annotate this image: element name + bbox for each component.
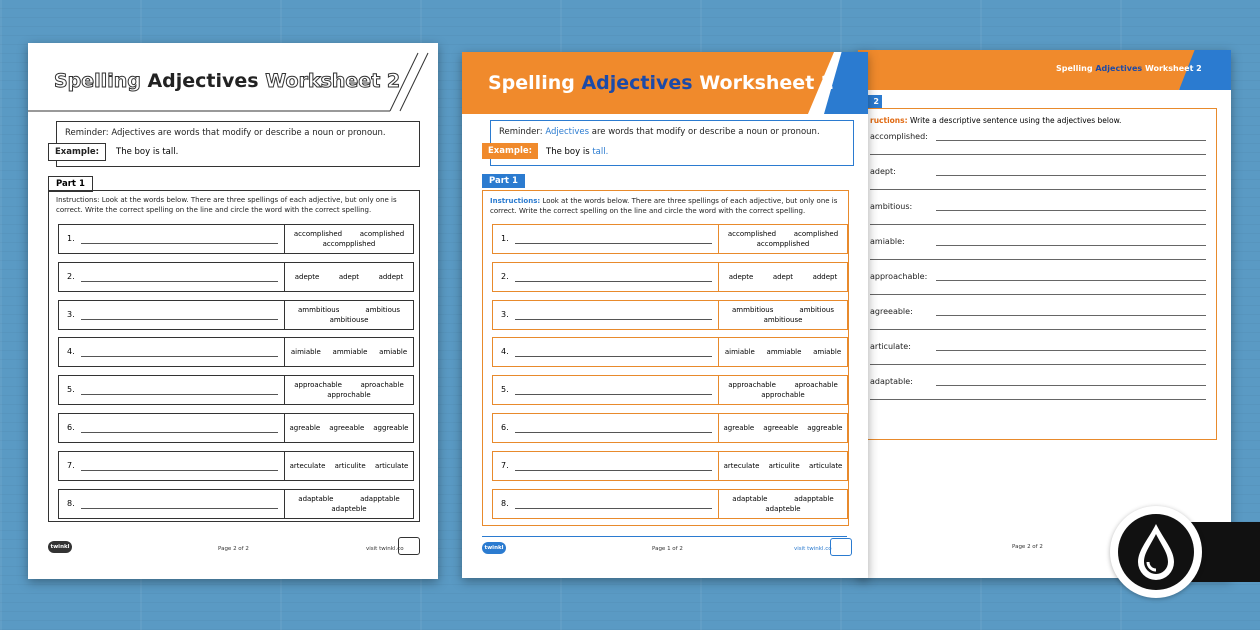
spelling-option[interactable]: adapptable bbox=[360, 494, 400, 503]
row-number: 4. bbox=[67, 347, 75, 357]
worksheet-page-bw bbox=[28, 43, 438, 579]
sentence-line[interactable] bbox=[936, 245, 1206, 246]
answer-line[interactable] bbox=[515, 281, 712, 282]
instructions bbox=[870, 116, 1121, 125]
spelling-option[interactable]: adaptable bbox=[298, 494, 334, 503]
row-number: 5. bbox=[67, 385, 75, 395]
answer-row bbox=[58, 489, 414, 519]
part-label: Part 1 bbox=[482, 174, 525, 188]
spelling-option[interactable]: ambitiouse bbox=[329, 315, 369, 324]
answer-line[interactable] bbox=[81, 243, 278, 244]
instructions: Instructions: Look at the words below. There are three spellings of each adjective, but only one is correct. Write the correct spelling on the line and circle the word with the correct spelling. bbox=[56, 196, 397, 214]
answer-row bbox=[58, 300, 414, 330]
spelling-option[interactable]: accomplished bbox=[293, 230, 343, 238]
answer-row bbox=[58, 337, 414, 367]
spelling-option[interactable]: accompplished bbox=[756, 240, 810, 248]
adjective-label: articulate: bbox=[870, 342, 911, 351]
sentence-line[interactable] bbox=[870, 189, 1206, 190]
row-number: 7. bbox=[67, 460, 75, 470]
spelling-options bbox=[284, 338, 413, 366]
spelling-option[interactable]: arteculate bbox=[723, 461, 760, 470]
row-number: 6. bbox=[67, 423, 75, 432]
title-word-adjectives: Adjectives bbox=[147, 70, 259, 92]
spelling-options bbox=[284, 263, 413, 291]
spelling-option[interactable]: ammbitious bbox=[298, 305, 340, 314]
part-label: Part 1 bbox=[48, 176, 93, 192]
spelling-option[interactable]: acomplished bbox=[793, 230, 839, 238]
sentence-line[interactable] bbox=[936, 315, 1206, 316]
instructions-text: Look at the words below. There are three spellings of each adjective, but only one is correct. Write the correct spelling on the line and circle the word with the correct spelling. bbox=[490, 197, 838, 215]
spelling-options bbox=[718, 338, 847, 366]
spelling-option[interactable]: addept bbox=[812, 272, 838, 281]
sentence-line[interactable] bbox=[936, 175, 1206, 176]
instructions-text: Write a descriptive sentence using the adjectives below. bbox=[910, 116, 1122, 125]
page-number: Page 2 of 2 bbox=[218, 546, 249, 552]
spelling-option[interactable]: accomplished bbox=[727, 230, 777, 238]
example-label: Example: bbox=[48, 143, 106, 161]
answer-row bbox=[492, 451, 848, 481]
adjective-label: approachable: bbox=[870, 272, 928, 281]
answer-row bbox=[492, 375, 848, 405]
spelling-option[interactable]: articulate bbox=[374, 461, 409, 470]
sentence-line[interactable] bbox=[870, 259, 1206, 260]
reminder-box bbox=[490, 120, 854, 166]
spelling-option[interactable]: aproachable bbox=[360, 381, 404, 390]
spelling-option[interactable]: adapptable bbox=[794, 494, 834, 503]
row-number: 6. bbox=[501, 423, 509, 432]
spelling-option[interactable]: ambitious bbox=[365, 305, 400, 314]
ink-drop-icon bbox=[1128, 520, 1184, 584]
answer-line[interactable] bbox=[81, 319, 278, 320]
spelling-option[interactable]: aggreable bbox=[373, 424, 409, 432]
spelling-option[interactable]: ammbitious bbox=[732, 305, 774, 314]
spelling-option[interactable]: adepte bbox=[728, 272, 754, 281]
spelling-option[interactable]: arteculate bbox=[289, 461, 326, 470]
sentence-line[interactable] bbox=[870, 224, 1206, 225]
spelling-option[interactable]: aggreable bbox=[807, 424, 843, 432]
spelling-option[interactable]: articulate bbox=[808, 461, 843, 470]
instructions-label: ructions: bbox=[870, 116, 908, 125]
adjective-label: amiable: bbox=[870, 237, 905, 246]
spelling-options bbox=[718, 414, 847, 442]
spelling-options bbox=[284, 452, 413, 480]
answer-row bbox=[58, 413, 414, 443]
spelling-option[interactable]: ambitious bbox=[799, 305, 834, 314]
spelling-option[interactable]: ambitiouse bbox=[763, 315, 803, 324]
spelling-option[interactable]: adaptable bbox=[732, 494, 768, 503]
reminder-rest: are words that modify or describe a noun or pronoun. bbox=[591, 127, 820, 137]
answer-line[interactable] bbox=[81, 470, 278, 471]
reminder-text bbox=[499, 127, 820, 137]
page-title bbox=[1056, 64, 1202, 73]
spelling-option[interactable]: approachable bbox=[728, 381, 776, 390]
row-number: 5. bbox=[501, 385, 509, 395]
sentence-line[interactable] bbox=[936, 140, 1206, 141]
row-number: 2. bbox=[67, 271, 75, 281]
footer-divider bbox=[482, 536, 847, 537]
answer-line[interactable] bbox=[515, 394, 712, 395]
answer-line[interactable] bbox=[515, 508, 712, 509]
spelling-options bbox=[718, 376, 847, 404]
row-number: 3. bbox=[501, 309, 509, 319]
title-word-worksheet: Worksheet 2 bbox=[699, 72, 835, 94]
spelling-options bbox=[718, 490, 847, 518]
spelling-options bbox=[284, 376, 413, 404]
answer-line[interactable] bbox=[81, 356, 278, 357]
sentence-line[interactable] bbox=[870, 364, 1206, 365]
adjective-label: adaptable: bbox=[870, 377, 913, 386]
answer-row bbox=[492, 413, 848, 443]
answer-line[interactable] bbox=[81, 508, 278, 509]
spelling-option[interactable]: adept bbox=[338, 272, 360, 281]
answer-line[interactable] bbox=[515, 243, 712, 244]
answer-row bbox=[492, 300, 848, 330]
title-word-adjectives: Adjectives bbox=[1095, 64, 1143, 73]
spelling-options bbox=[284, 225, 413, 253]
adjective-label: adept: bbox=[870, 167, 896, 176]
worksheet-page-1 bbox=[462, 52, 868, 578]
row-number: 7. bbox=[501, 460, 509, 470]
site-link[interactable]: visit twinkl.co bbox=[794, 546, 832, 552]
title-word-worksheet: Worksheet 2 bbox=[265, 70, 401, 92]
spelling-options bbox=[718, 225, 847, 253]
spelling-options bbox=[284, 301, 413, 329]
reminder-box bbox=[56, 121, 420, 167]
spelling-option[interactable]: approchable bbox=[761, 391, 805, 400]
site-link[interactable]: visit twinkl.co bbox=[366, 546, 404, 552]
title-word-adjectives: Adjectives bbox=[581, 72, 693, 94]
answer-row bbox=[492, 337, 848, 367]
spelling-option[interactable]: articulite bbox=[768, 461, 800, 470]
answer-row bbox=[58, 262, 414, 292]
page-title bbox=[54, 70, 400, 92]
answer-line[interactable] bbox=[81, 432, 278, 433]
example-text bbox=[546, 147, 608, 157]
row-number: 8. bbox=[501, 498, 509, 508]
spelling-options bbox=[284, 490, 413, 518]
sentence-line[interactable] bbox=[936, 210, 1206, 211]
sentence-line[interactable] bbox=[870, 294, 1206, 295]
row-number: 2. bbox=[501, 271, 509, 281]
adjective-label: ambitious: bbox=[870, 202, 913, 211]
page-number: Page 2 of 2 bbox=[1012, 544, 1043, 550]
spelling-option[interactable]: approachable bbox=[294, 381, 342, 390]
spelling-option[interactable]: agreable bbox=[723, 424, 755, 432]
adjective-label: agreeable: bbox=[870, 307, 913, 316]
answer-row bbox=[58, 375, 414, 405]
answer-row bbox=[492, 224, 848, 254]
spelling-option[interactable]: adapteble bbox=[765, 504, 801, 513]
spelling-option[interactable]: approchable bbox=[327, 391, 371, 400]
answer-row bbox=[58, 224, 414, 254]
answer-row bbox=[58, 451, 414, 481]
spelling-option[interactable]: articulite bbox=[334, 461, 366, 470]
page-number: Page 1 of 2 bbox=[652, 546, 683, 552]
row-number: 1. bbox=[501, 234, 509, 243]
spelling-options bbox=[718, 263, 847, 291]
title-word-spelling: Spelling bbox=[488, 72, 575, 94]
answer-line[interactable] bbox=[81, 281, 278, 282]
title-word-spelling: Spelling bbox=[54, 70, 141, 92]
answer-line[interactable] bbox=[515, 432, 712, 433]
sentence-line[interactable] bbox=[870, 154, 1206, 155]
sentence-line[interactable] bbox=[936, 350, 1206, 351]
sentence-line[interactable] bbox=[936, 280, 1206, 281]
sentence-line[interactable] bbox=[870, 399, 1206, 400]
worksheet-page-2 bbox=[858, 50, 1231, 578]
row-number: 8. bbox=[67, 498, 75, 508]
answer-line[interactable] bbox=[81, 394, 278, 395]
title-word-worksheet: Worksheet 2 bbox=[1144, 64, 1202, 73]
spelling-option[interactable]: agreeable bbox=[329, 424, 365, 432]
spelling-options bbox=[718, 301, 847, 329]
spelling-option[interactable]: adepte bbox=[294, 272, 320, 281]
reminder-text: Reminder: Adjectives are words that modify or describe a noun or pronoun. bbox=[65, 128, 386, 138]
brand-badge-icon bbox=[830, 538, 852, 556]
example-keyword: tall. bbox=[592, 147, 609, 157]
spelling-option[interactable]: addept bbox=[378, 272, 404, 281]
sentence-line[interactable] bbox=[936, 385, 1206, 386]
row-number: 4. bbox=[501, 347, 509, 357]
spelling-option[interactable]: agreable bbox=[289, 424, 321, 432]
spelling-option[interactable]: ammiable bbox=[332, 348, 368, 357]
reminder-keyword: Adjectives bbox=[545, 127, 590, 137]
reminder-prefix: Reminder: bbox=[499, 127, 543, 137]
spelling-option[interactable]: ammiable bbox=[766, 348, 802, 357]
spelling-options bbox=[718, 452, 847, 480]
row-number: 3. bbox=[67, 309, 75, 319]
title-word-spelling: Spelling bbox=[1056, 64, 1093, 73]
spelling-option[interactable]: acomplished bbox=[359, 230, 405, 238]
spelling-option[interactable]: aimiable bbox=[724, 348, 755, 357]
page-title bbox=[488, 72, 834, 94]
example-text: The boy is tall. bbox=[116, 147, 179, 157]
twinkl-logo: twinkl bbox=[482, 542, 506, 554]
answer-row bbox=[492, 489, 848, 519]
answer-line[interactable] bbox=[515, 470, 712, 471]
row-number: 1. bbox=[67, 234, 75, 243]
spelling-option[interactable]: adapteble bbox=[331, 504, 367, 513]
spelling-option[interactable]: accompplished bbox=[322, 240, 376, 248]
spelling-option[interactable]: agreeable bbox=[763, 424, 799, 432]
brand-badge-icon bbox=[398, 537, 420, 555]
answer-line[interactable] bbox=[515, 356, 712, 357]
example-label: Example: bbox=[482, 143, 538, 159]
spelling-option[interactable]: amiable bbox=[813, 348, 842, 357]
example-prefix: The boy is bbox=[546, 147, 590, 157]
twinkl-logo: twinkl bbox=[48, 541, 72, 553]
answer-line[interactable] bbox=[515, 319, 712, 320]
adjective-label: accomplished: bbox=[870, 132, 928, 141]
sentence-line[interactable] bbox=[870, 329, 1206, 330]
spelling-options bbox=[284, 414, 413, 442]
part-label: 2 bbox=[858, 95, 882, 108]
spelling-option[interactable]: adept bbox=[772, 272, 794, 281]
spelling-option[interactable]: aproachable bbox=[794, 381, 838, 390]
instructions-label: Instructions: bbox=[490, 197, 541, 205]
spelling-option[interactable]: amiable bbox=[379, 348, 408, 357]
spelling-option[interactable]: aimiable bbox=[290, 348, 321, 357]
answer-row bbox=[492, 262, 848, 292]
instructions bbox=[490, 196, 840, 216]
